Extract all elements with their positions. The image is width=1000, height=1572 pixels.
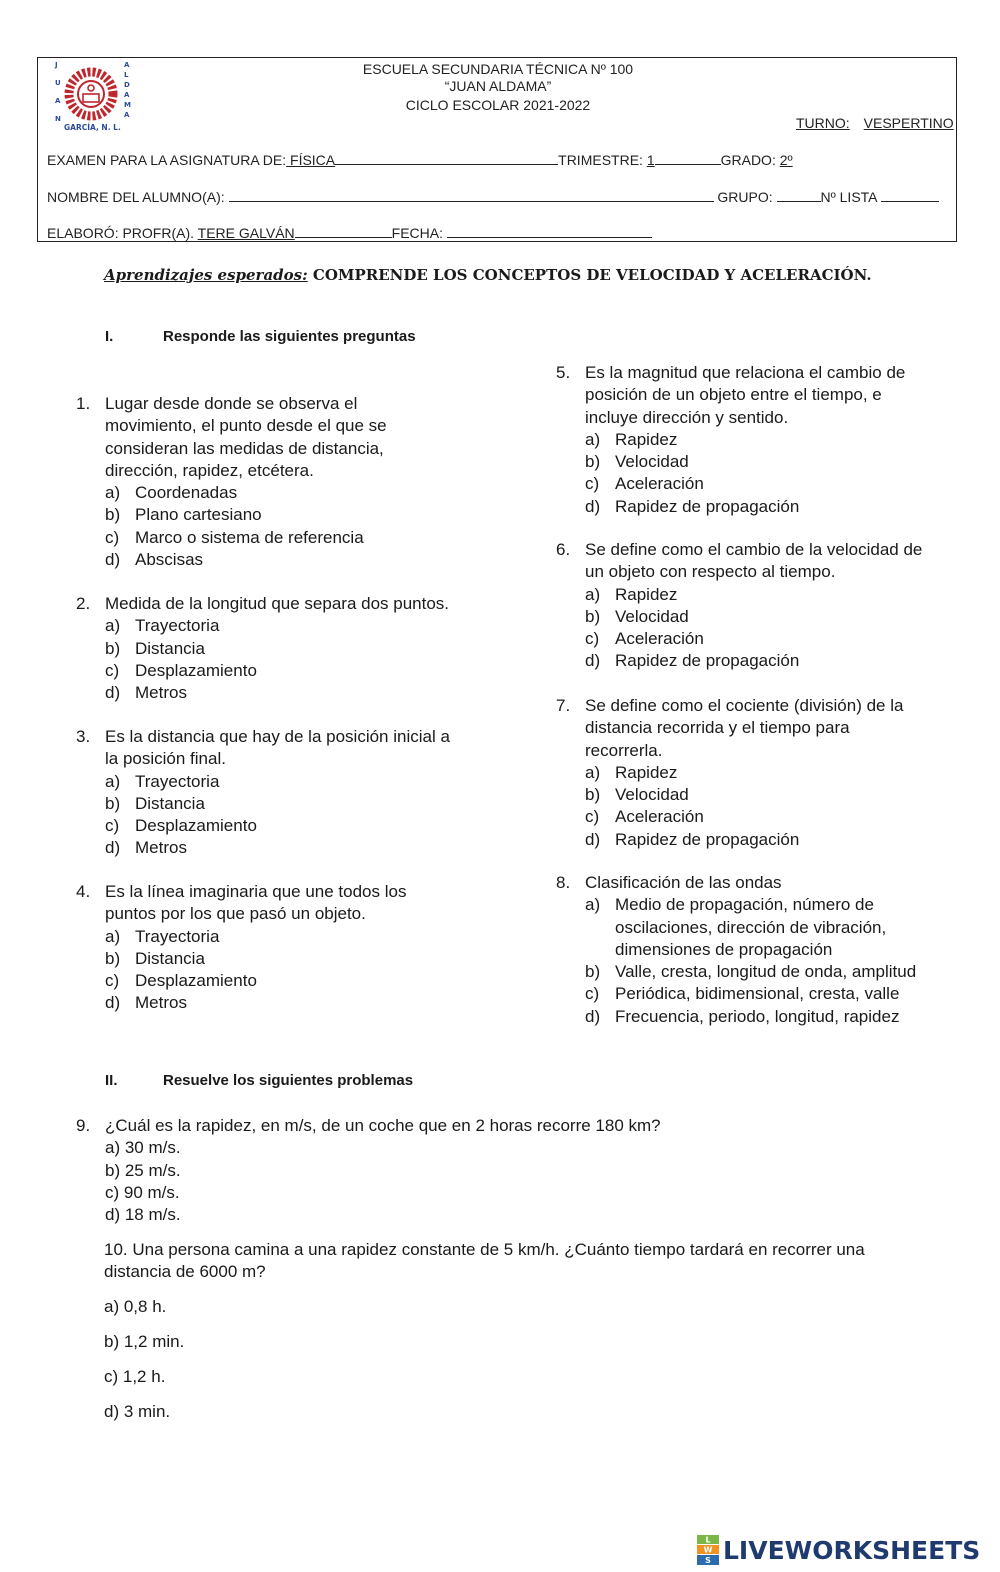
exam-subject-line <box>335 150 558 165</box>
logo-letter: W <box>703 1545 713 1555</box>
answer-option[interactable] <box>76 682 496 704</box>
answer-option[interactable] <box>76 549 496 571</box>
option-letter: b) <box>585 785 601 805</box>
question-text-line: incluye dirección y sentido. <box>585 407 789 427</box>
answer-option[interactable]: b) 1,2 min. <box>104 1332 185 1351</box>
question-number: 2. <box>76 594 91 613</box>
question-text-line: Se define como el cambio de la velocidad de <box>585 540 923 559</box>
question-10 <box>104 1239 865 1284</box>
answer-option[interactable] <box>556 762 966 784</box>
exam-label: EXAMEN PARA LA ASIGNATURA DE: <box>47 152 287 168</box>
answer-option[interactable] <box>76 615 496 637</box>
answer-option[interactable]: d) 3 min. <box>104 1402 171 1421</box>
answer-option[interactable] <box>76 504 496 526</box>
option-letter: d) <box>585 829 601 849</box>
option-letter: d) <box>585 496 601 516</box>
option-letter: a) <box>105 771 121 791</box>
section-1-title: Responde las siguientes preguntas <box>163 328 416 345</box>
alumno-row <box>47 187 939 205</box>
section-2-title: Resuelve los siguientes problemas <box>163 1072 414 1089</box>
question-text-line: Se define como el cociente (división) de la <box>585 696 904 715</box>
question-text-line: dirección, rapidez, etcétera. <box>105 460 314 480</box>
option-text: Rapidez de propagación <box>615 829 800 849</box>
answer-option[interactable] <box>76 660 496 682</box>
question-text-line: Clasificación de las ondas <box>585 873 782 892</box>
answer-option[interactable]: a) 30 m/s. <box>105 1138 181 1158</box>
answer-option[interactable] <box>556 429 966 451</box>
question-number: 1. <box>76 394 91 413</box>
logo-letter: J <box>55 61 58 69</box>
answer-option[interactable] <box>76 771 496 793</box>
answer-option[interactable] <box>556 473 966 495</box>
school-cycle: CICLO ESCOLAR 2021-2022 <box>405 97 591 113</box>
option-letter: b) <box>585 606 601 626</box>
answer-option[interactable] <box>76 926 496 948</box>
question-number: 5. <box>556 363 571 382</box>
grado-label: GRADO: <box>720 152 780 168</box>
question-text-line: ¿Cuál es la rapidez, en m/s, de un coche que en 2 horas recorre 180 km? <box>105 1116 661 1135</box>
question-6 <box>556 539 966 673</box>
option-text: Rapidez <box>615 429 678 449</box>
option-text: Trayectoria <box>135 771 220 791</box>
logo-letter: L <box>124 71 129 79</box>
answer-option[interactable] <box>556 983 956 1005</box>
liveworksheets-watermark[interactable] <box>697 1535 980 1565</box>
question-text-line: la posición final. <box>105 749 226 769</box>
turno-value: VESPERTINO <box>863 115 954 131</box>
option-text: Desplazamiento <box>135 816 257 836</box>
option-text: Metros <box>135 838 187 858</box>
option-text: Velocidad <box>615 452 689 472</box>
question-number: 6. <box>556 540 571 559</box>
school-name: ESCUELA SECUNDARIA TÉCNICA Nº 100 <box>362 61 634 77</box>
logo-letter: L <box>705 1535 711 1545</box>
option-text: Velocidad <box>615 606 689 626</box>
option-letter: c) <box>585 474 600 494</box>
lista-label: Nº LISTA <box>820 189 881 205</box>
header-box <box>37 57 957 242</box>
option-text: Desplazamiento <box>135 971 257 991</box>
logo-letter: N <box>55 115 61 123</box>
answer-option[interactable]: c) 90 m/s. <box>105 1182 180 1202</box>
elaboro-label: ELABORÓ: PROFR(A). <box>47 225 198 241</box>
option-text: Aceleración <box>615 474 704 494</box>
option-letter: a) <box>105 926 121 946</box>
option-letter: c) <box>105 816 120 836</box>
answer-option[interactable] <box>76 970 496 992</box>
question-text-line: Medida de la longitud que separa dos puntos. <box>105 594 450 613</box>
logo-letter: A <box>124 111 130 119</box>
option-text: Distancia <box>135 948 205 968</box>
answer-option[interactable] <box>76 638 496 660</box>
question-text-line: consideran las medidas de distancia, <box>105 438 384 458</box>
question-text-line: recorrerla. <box>585 740 663 760</box>
option-letter: d) <box>585 1006 601 1026</box>
answer-option[interactable] <box>76 815 496 837</box>
question-text-line: Es la línea imaginaria que une todos los <box>105 882 407 901</box>
answer-option[interactable] <box>76 948 496 970</box>
answer-option[interactable] <box>556 784 966 806</box>
answer-option[interactable] <box>76 992 496 1014</box>
trimestre-line <box>655 150 721 165</box>
option-letter: c) <box>105 971 120 991</box>
exam-row <box>47 150 793 168</box>
alumno-field[interactable] <box>229 187 714 202</box>
option-letter: c) <box>105 660 120 680</box>
answer-option[interactable] <box>556 496 966 518</box>
answer-option[interactable] <box>76 527 496 549</box>
answer-option[interactable] <box>76 482 496 504</box>
option-letter: b) <box>105 638 121 658</box>
option-text: Abscisas <box>135 550 204 570</box>
answer-option[interactable] <box>556 628 966 650</box>
turno-field <box>796 115 954 131</box>
option-text: Aceleración <box>615 629 704 649</box>
option-letter: d) <box>105 993 121 1013</box>
question-text-line: Es la magnitud que relaciona el cambio de <box>585 363 906 382</box>
question-number: 9. <box>76 1116 91 1135</box>
answer-option[interactable] <box>556 650 966 672</box>
answer-option[interactable] <box>76 793 496 815</box>
question-text-line: distancia de 6000 m? <box>104 1262 266 1282</box>
option-text: Trayectoria <box>135 926 220 946</box>
option-letter: b) <box>585 962 601 982</box>
answer-option[interactable]: c) 1,2 h. <box>104 1367 166 1386</box>
question-number: 3. <box>76 727 91 746</box>
logo-letter: D <box>124 81 130 89</box>
section-1-heading <box>105 328 416 345</box>
logo-letter: A <box>124 91 130 99</box>
section-2-number: II. <box>105 1072 118 1089</box>
exam-subject[interactable]: FÍSICA <box>286 152 336 168</box>
grupo-field[interactable] <box>777 187 821 202</box>
answer-option[interactable]: b) 25 m/s. <box>105 1160 181 1180</box>
answer-option[interactable]: a) 0,8 h. <box>104 1297 167 1316</box>
logo-letter: S <box>705 1556 711 1565</box>
answer-option[interactable] <box>556 584 966 606</box>
question-text-line: Lugar desde donde se observa el <box>105 394 358 413</box>
option-letter: c) <box>105 527 120 547</box>
section-1-number: I. <box>105 328 114 345</box>
fecha-field[interactable] <box>447 223 652 238</box>
question-2 <box>76 593 496 704</box>
liveworksheets-brand: LIVEWORKSHEETS <box>723 1535 981 1565</box>
option-letter: a) <box>585 895 601 915</box>
option-text: Distancia <box>135 793 205 813</box>
option-text: Rapidez de propagación <box>615 496 800 516</box>
question-number: 4. <box>76 882 91 901</box>
option-letter: a) <box>585 762 601 782</box>
option-text: Trayectoria <box>135 616 220 636</box>
option-text: Periódica, bidimensional, cresta, valle <box>615 984 900 1004</box>
aprendizajes-esperados <box>104 266 872 284</box>
option-letter: b) <box>105 793 121 813</box>
option-letter: d) <box>105 683 121 703</box>
option-text: Metros <box>135 683 187 703</box>
grado-value[interactable]: 2º <box>779 152 793 168</box>
option-text: Rapidez de propagación <box>615 651 800 671</box>
question-text-line: puntos por los que pasó un objeto. <box>105 904 366 924</box>
question-8 <box>556 872 956 1028</box>
question-text-line: movimiento, el punto desde el que se <box>105 416 387 436</box>
answer-option[interactable]: d) 18 m/s. <box>105 1205 181 1225</box>
grupo-label: GRUPO: <box>713 189 777 205</box>
logo-letter: U <box>55 79 61 87</box>
option-letter: a) <box>105 483 121 503</box>
question-text-line: posición de un objeto entre el tiempo, e <box>585 385 882 405</box>
question-text-line: Es la distancia que hay de la posición inicial a <box>105 727 450 746</box>
question-number: 8. <box>556 873 571 892</box>
question-5 <box>556 362 966 518</box>
aprendizajes-text: COMPRENDE LOS CONCEPTOS DE VELOCIDAD Y ACELERACIÓN. <box>307 266 872 284</box>
trimestre-label: TRIMESTRE: <box>558 152 647 168</box>
option-letter: d) <box>105 838 121 858</box>
section-2-heading <box>105 1072 413 1089</box>
question-7 <box>556 695 966 851</box>
option-text: Plano cartesiano <box>135 505 262 525</box>
option-letter: b) <box>105 948 121 968</box>
question-text-line: distancia recorrida y el tiempo para <box>585 718 850 738</box>
option-text: Rapidez <box>615 762 678 782</box>
question-9 <box>76 1115 956 1226</box>
trimestre-value[interactable]: 1 <box>646 152 655 168</box>
option-letter: d) <box>105 550 121 570</box>
answer-option[interactable] <box>556 894 956 961</box>
liveworksheets-logo-icon <box>697 1535 719 1565</box>
option-text: Desplazamiento <box>135 660 257 680</box>
option-letter: a) <box>585 584 601 604</box>
answer-option[interactable] <box>556 829 966 851</box>
answer-option[interactable] <box>556 961 956 983</box>
option-letter: c) <box>585 629 600 649</box>
answer-option[interactable] <box>556 451 966 473</box>
option-text: Aceleración <box>615 807 704 827</box>
option-letter: a) <box>585 429 601 449</box>
option-text: Metros <box>135 993 187 1013</box>
option-text: Medio de propagación, número de oscilaciones, dirección de vibración, dimensiones de propagación <box>615 895 887 959</box>
option-text: Velocidad <box>615 785 689 805</box>
lista-field[interactable] <box>881 187 939 202</box>
alumno-label: NOMBRE DEL ALUMNO(A): <box>47 189 229 205</box>
question-text-line: un objeto con respecto al tiempo. <box>585 562 836 582</box>
aprendizajes-label: Aprendizajes esperados: <box>104 266 308 284</box>
option-text: Coordenadas <box>135 483 238 503</box>
question-4 <box>76 881 496 1015</box>
option-text: Frecuencia, periodo, longitud, rapidez <box>615 1006 900 1026</box>
question-text-line: 10. Una persona camina a una rapidez constante de 5 km/h. ¿Cuánto tiempo tardará en recorrer una <box>104 1240 865 1259</box>
question-number: 7. <box>556 696 571 715</box>
fecha-label: FECHA: <box>391 225 447 241</box>
logo-letter: M <box>124 101 131 109</box>
school-subtitle: “JUAN ALDAMA” <box>444 78 552 94</box>
turno-label: TURNO: <box>796 115 850 131</box>
option-text: Valle, cresta, longitud de onda, amplitud <box>615 962 917 982</box>
logo-letter: A <box>55 97 61 105</box>
option-letter: d) <box>585 651 601 671</box>
option-letter: c) <box>585 984 600 1004</box>
question-1 <box>76 393 496 571</box>
option-text: Distancia <box>135 638 205 658</box>
answer-option[interactable] <box>556 1006 956 1028</box>
option-letter: c) <box>585 807 600 827</box>
elaboro-row <box>47 223 652 241</box>
option-text: Marco o sistema de referencia <box>135 527 364 547</box>
question-3 <box>76 726 496 860</box>
answer-option[interactable] <box>76 837 496 859</box>
option-letter: b) <box>105 505 121 525</box>
option-text: Rapidez <box>615 584 678 604</box>
logo-caption: GARCÍA, N. L. <box>64 123 121 132</box>
answer-option[interactable] <box>556 606 966 628</box>
answer-option[interactable] <box>556 806 966 828</box>
option-letter: a) <box>105 616 121 636</box>
elaboro-line <box>295 223 392 238</box>
logo-letter: A <box>124 61 130 69</box>
elaboro-value: TERE GALVÁN <box>197 225 295 241</box>
option-letter: b) <box>585 452 601 472</box>
